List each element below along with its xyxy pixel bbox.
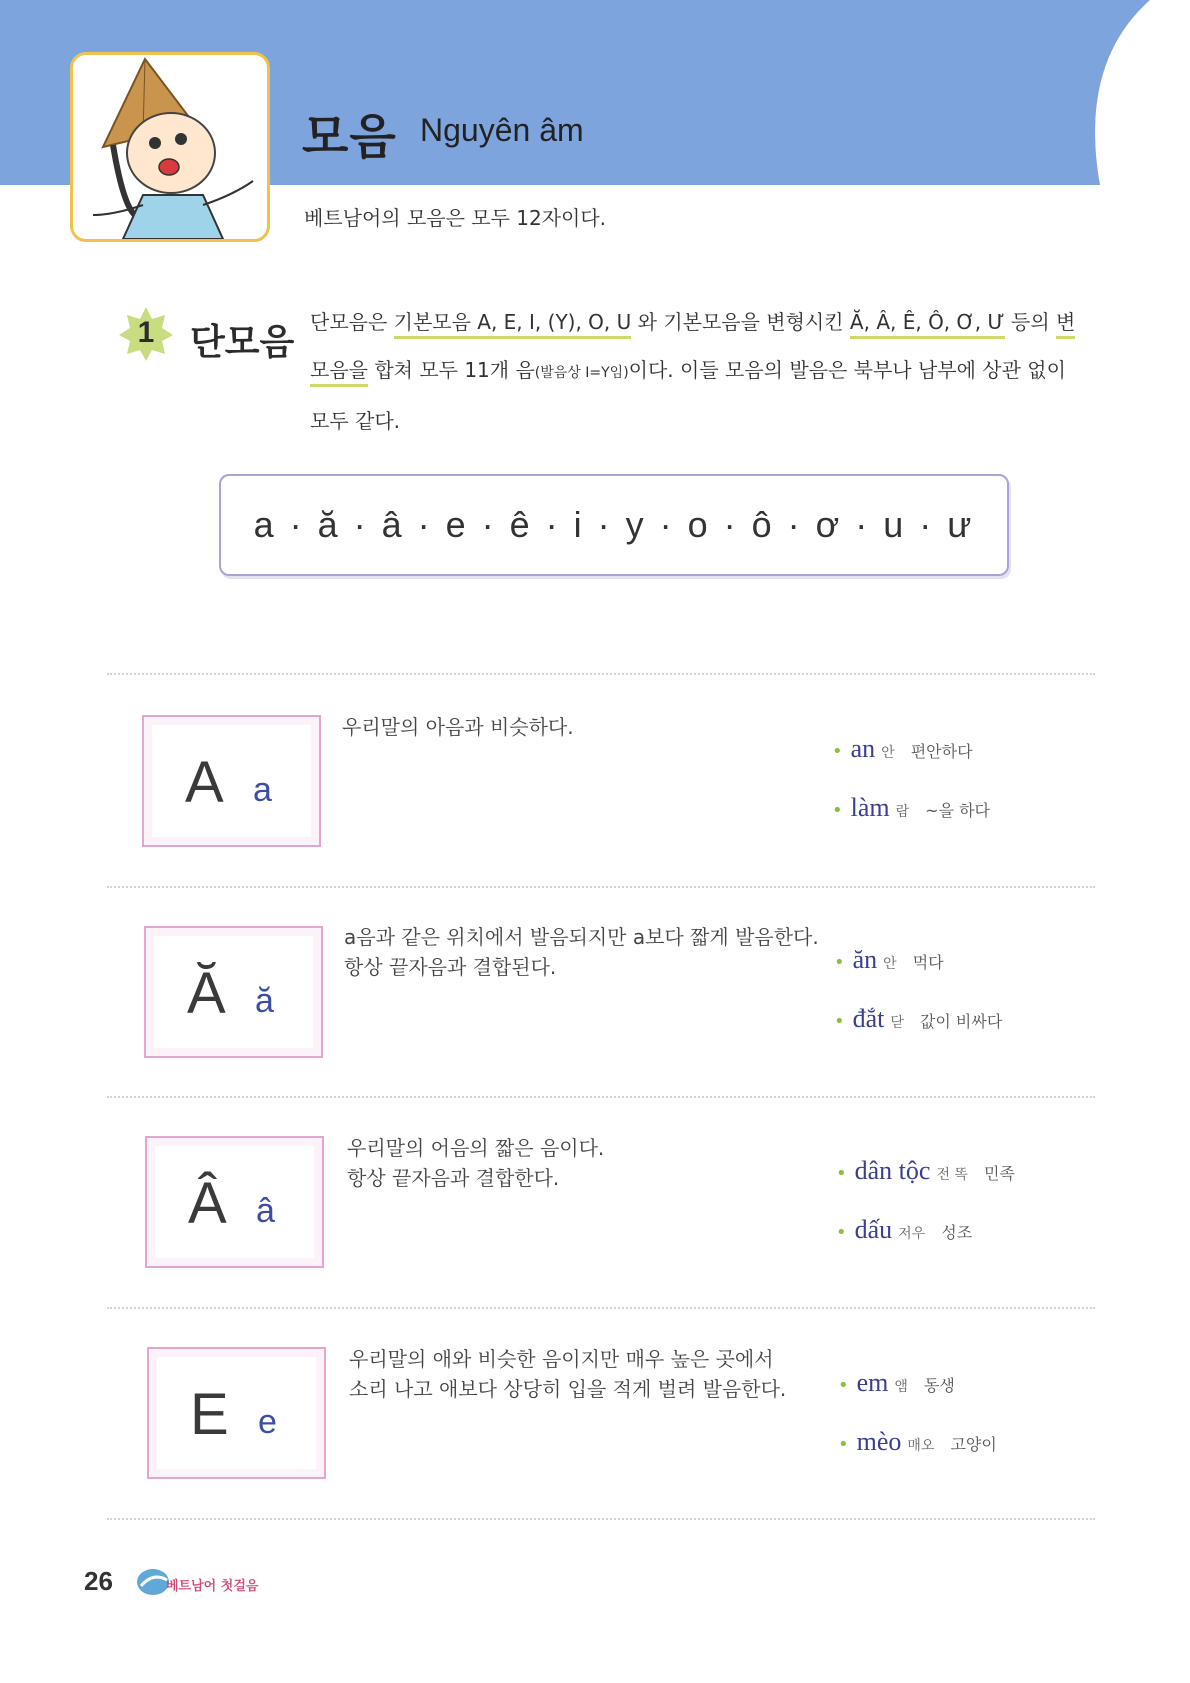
example-word: ăn	[852, 945, 878, 974]
bullet-icon: •	[832, 800, 843, 821]
example-word: mèo	[856, 1427, 902, 1456]
example-item	[834, 1004, 1002, 1034]
mascot-illustration	[70, 52, 270, 242]
letter-card-a	[142, 715, 321, 847]
example-word: làm	[850, 793, 890, 822]
entry-description: a음과 같은 위치에서 발음되지만 a보다 짧게 발음한다. 항상 끝자음과 결합된다.	[344, 925, 819, 979]
book-logo-text: 베트남어 첫걸음	[166, 1579, 259, 1594]
example-meaning: 편안하다	[910, 742, 973, 761]
vowel-list-box: a · ă · â · e · ê · i · y · o · ô · ơ · u · ư	[219, 474, 1009, 576]
example-word: dân tộc	[854, 1156, 931, 1185]
uppercase-letter: Â	[188, 1171, 227, 1236]
example-pronunciation: 안	[883, 956, 897, 972]
example-word: dấu	[854, 1215, 893, 1244]
lowercase-letter: â	[256, 1192, 275, 1230]
page-title: 모음	[302, 109, 397, 165]
pronunciation-note: (발음상 I=Y임)	[534, 365, 629, 381]
example-meaning: 성조	[941, 1223, 973, 1242]
example-pronunciation: 람	[895, 804, 910, 820]
example-meaning: 먹다	[912, 953, 944, 972]
lowercase-letter: ă	[255, 982, 274, 1020]
example-pronunciation: 안	[881, 745, 895, 761]
entry-description: 우리말의 아음과 비슷하다.	[342, 715, 574, 739]
bullet-icon: •	[836, 1222, 847, 1243]
lowercase-letter: a	[253, 771, 272, 809]
example-item	[838, 1427, 997, 1457]
bullet-icon: •	[836, 1163, 847, 1184]
example-item	[834, 945, 944, 975]
example-item	[838, 1368, 955, 1398]
example-pronunciation: 닫	[890, 1015, 904, 1031]
bullet-icon: •	[834, 952, 845, 973]
bullet-icon: •	[838, 1375, 849, 1396]
section-description: 단모음은 기본모음 A, E, I, (Y), O, U 와 기본모음을 변형시킨 Ă, Â, Ê, Ô, Ơ, Ư 등의 변모음을 합쳐 모두 11개 음(발음상 I=Y임)이다. 이들 모음의 발음은 북부나 남부에 상관 없이 모두 같다.	[310, 310, 1076, 433]
bullet-icon: •	[834, 1011, 845, 1032]
lowercase-letter: e	[258, 1403, 277, 1441]
letter-card-e	[147, 1347, 326, 1479]
example-pronunciation: 앰	[894, 1379, 908, 1395]
underline-derived-vowels: 변모음을	[310, 310, 1075, 387]
uppercase-letter: E	[190, 1382, 229, 1447]
example-word: đắt	[852, 1004, 885, 1033]
letter-card-a-breve	[144, 926, 323, 1058]
page-title-vietnamese: Nguyên âm	[420, 112, 584, 148]
divider	[107, 1307, 1095, 1309]
example-word: em	[856, 1368, 889, 1397]
example-pronunciation: 저우	[898, 1226, 926, 1242]
example-meaning: ~을 하다	[925, 801, 991, 820]
page-number: 26	[84, 1566, 113, 1596]
example-meaning: 동생	[923, 1376, 955, 1395]
underline-basic-vowels: 기본모음 A, E, I, (Y), O, U	[394, 310, 632, 339]
bullet-icon: •	[832, 741, 843, 762]
entry-description: 우리말의 어음의 짧은 음이다. 항상 끝자음과 결합한다.	[347, 1136, 605, 1190]
example-item	[836, 1156, 1015, 1186]
letter-card-a-circumflex	[145, 1136, 324, 1268]
section-number: 1	[137, 316, 155, 349]
example-item	[836, 1215, 972, 1245]
example-meaning: 민족	[983, 1164, 1015, 1183]
example-pronunciation: 전 똑	[936, 1167, 968, 1183]
uppercase-letter: A	[185, 750, 224, 815]
example-meaning: 값이 비싸다	[919, 1012, 1003, 1031]
uppercase-letter: Ă	[187, 961, 226, 1026]
divider	[107, 886, 1095, 888]
example-meaning: 고양이	[950, 1435, 997, 1454]
divider	[107, 673, 1095, 675]
example-item	[832, 793, 990, 823]
example-word: an	[850, 734, 876, 763]
underline-modified-vowels: Ă, Â, Ê, Ô, Ơ, Ư	[850, 310, 1005, 339]
intro-text: 베트남어의 모음은 모두 12자이다.	[304, 206, 607, 230]
bullet-icon: •	[838, 1434, 849, 1455]
divider	[107, 1096, 1095, 1098]
section-title: 단모음	[190, 322, 295, 363]
entry-description: 우리말의 애와 비슷한 음이지만 매우 높은 곳에서 소리 나고 애보다 상당히 입을 적게 벌려 발음한다.	[349, 1347, 787, 1401]
divider	[107, 1518, 1095, 1520]
example-pronunciation: 매오	[907, 1438, 935, 1454]
example-item	[832, 734, 973, 764]
